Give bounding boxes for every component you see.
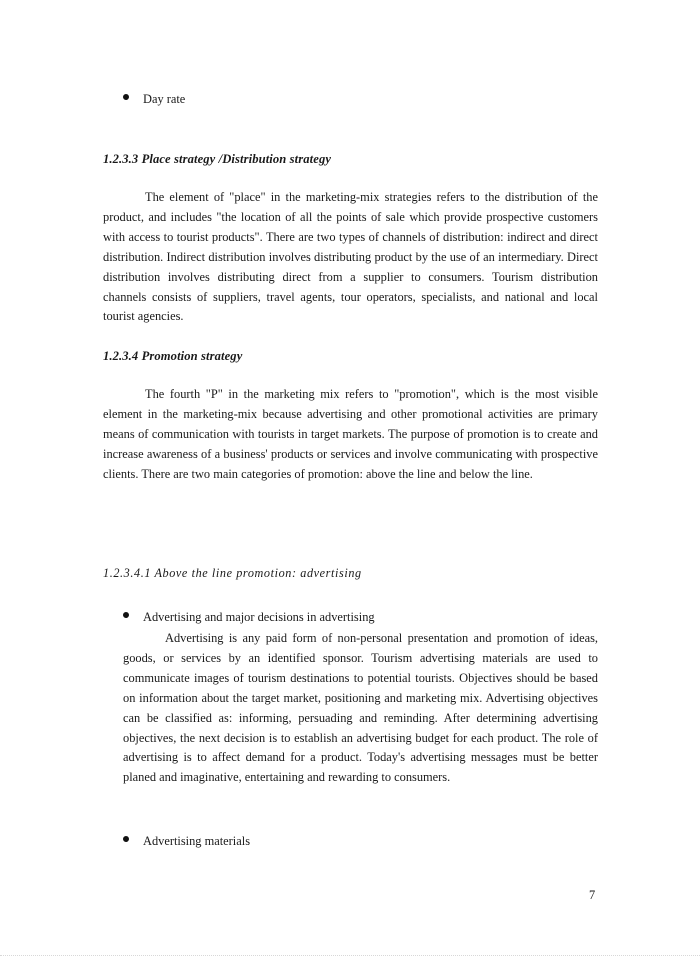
bullet-item-advertising-decisions xyxy=(123,610,375,625)
paragraph-advertising: Advertising is any paid form of non-personal presentation and promotion of ideas, goods, or services by an identified sponsor. Tourism advertising materials are used to communicate images of tourism destinations to potential tourists. Objectives should be based on information about the target market, positioning and marketing mix. Advertising objectives can be classified as: informing, persuading and reminding. After determining advertising objectives, the next decision is to establish an advertising budget for each product. The role of advertising is to affect demand for a product. Today's advertising messages must be better planed and imaginative, entertaining and rewarding to consumers. xyxy=(123,631,598,785)
paragraph-promotion-strategy: The fourth "P" in the marketing mix refers to "promotion", which is the most visible element in the marketing-mix because advertising and other promotional activities are primary means of communication with tourists in target markets. The purpose of promotion is to create and increase awareness of a business' products or services and involve communicating with prospective clients. There are two main categories of promotion: above the line and below the line. xyxy=(103,387,598,481)
bullet-label: Advertising materials xyxy=(143,834,251,848)
bullet-icon xyxy=(123,94,129,100)
section-heading-promotion-strategy: 1.2.3.4 Promotion strategy xyxy=(103,349,243,363)
paragraph-place-strategy: The element of "place" in the marketing-mix strategies refers to the distribution of the product, and includes "the location of all the points of sale which provide prospective customers with access to tourist products". There are two types of channels of distribution: indirect and direct distribution. Indirect distribution involves distributing product by the use of an intermediary. Direct distribution involves distributing direct from a supplier to consumers. Tourism distribution channels consists of suppliers, travel agents, tour operators, specialists, and national and local tourist agencies. xyxy=(103,190,598,324)
section-heading-place-strategy: 1.2.3.3 Place strategy /Distribution strategy xyxy=(103,152,332,166)
bullet-item-day-rate xyxy=(123,92,185,107)
bullet-label: Day rate xyxy=(143,92,186,106)
page-number: 7 xyxy=(589,888,596,902)
bullet-icon xyxy=(123,836,129,842)
page-bottom-divider xyxy=(0,955,700,956)
bullet-item-advertising-materials xyxy=(123,834,250,849)
bullet-label: Advertising and major decisions in advertising xyxy=(143,610,375,624)
subsection-heading-above-the-line: 1.2.3.4.1 Above the line promotion: advertising xyxy=(103,566,362,580)
bullet-icon xyxy=(123,612,129,618)
